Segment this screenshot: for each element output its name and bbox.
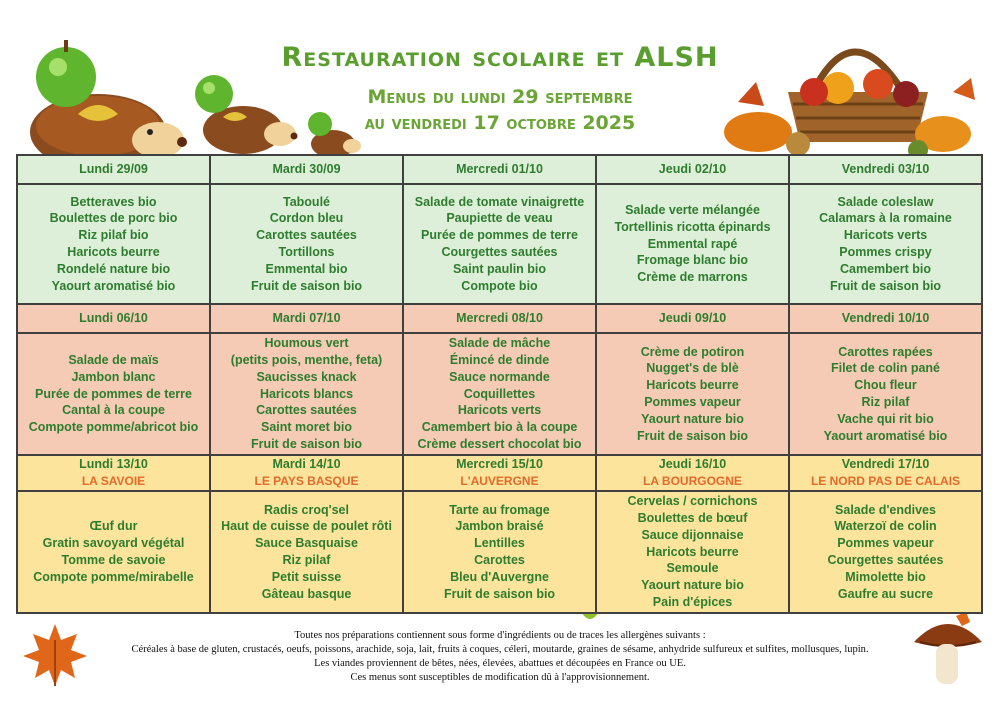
day-header-cell — [17, 155, 210, 184]
menu-item: Calamars à la romaine — [819, 211, 952, 226]
day-header-cell — [403, 155, 596, 184]
menu-item: Compote pomme/abricot bio — [28, 420, 199, 435]
region-label: LA BOURGOGNE — [643, 474, 742, 488]
day-menu-cell — [403, 491, 596, 613]
day-label: Mardi 30/09 — [272, 162, 341, 177]
region-label: LE NORD PAS DE CALAIS — [810, 474, 961, 488]
page-subtitle-line1: Menus du lundi 29 septembre — [367, 86, 633, 108]
page-subtitle-line2: au vendredi 17 octobre 2025 — [364, 112, 636, 134]
day-label: Lundi 13/10 — [79, 457, 148, 472]
menu-item: Salade coleslaw — [837, 194, 934, 209]
menu-item: Houmous vert — [264, 336, 349, 351]
region-label: LA SAVOIE — [81, 474, 146, 488]
menu-item: Salade de mâche — [448, 336, 551, 351]
menu-item: Lentilles — [474, 536, 525, 551]
menu-item: Haricots beurre — [646, 544, 739, 559]
week-menu-row — [17, 333, 982, 455]
menu-table — [16, 154, 983, 614]
menu-item: Fruit de saison bio — [636, 428, 749, 443]
day-label: Jeudi 16/10 — [658, 457, 727, 472]
menu-item: Filet de colin pané — [830, 361, 941, 376]
menu-item: Salade verte mélangée — [625, 203, 760, 217]
day-label: Vendredi 17/10 — [841, 457, 930, 472]
day-menu-cell — [17, 184, 210, 304]
day-label: Mardi 07/10 — [272, 311, 341, 326]
hedgehog-apple-icon — [18, 22, 363, 164]
allergen-list: Céréales à base de gluten, crustacés, oeufs, poissons, arachide, soja, lait, fruits à coques, céleri, moutarde, graines de sésame, anhydride sulfureux et sulfites, mollusques, lupin. — [131, 644, 869, 655]
day-label: Lundi 29/09 — [79, 162, 148, 177]
day-header-cell — [596, 304, 789, 333]
menu-item: Purée de pommes de terre — [34, 386, 192, 401]
day-header-cell — [789, 155, 982, 184]
day-header-cell — [17, 455, 210, 491]
menu-item: Semoule — [666, 561, 719, 576]
menu-item: Mimolette bio — [845, 569, 926, 584]
menu-item: Haricots verts — [843, 228, 928, 243]
day-label: Jeudi 09/10 — [658, 311, 727, 326]
day-header-cell — [403, 304, 596, 333]
menu-item: Salade de tomate vinaigrette — [414, 194, 585, 209]
menu-item: Boulettes de bœuf — [637, 511, 748, 525]
menu-item: Chou fleur — [854, 378, 917, 393]
menu-item: Riz pilaf — [282, 553, 331, 567]
menu-item: Pommes vapeur — [644, 395, 741, 409]
menu-item: Crème dessert chocolat bio — [417, 436, 582, 451]
menu-item: Crème de potiron — [640, 344, 745, 359]
menu-item: Sauce Basquaise — [255, 536, 358, 551]
day-menu-cell — [403, 184, 596, 304]
menu-item: Œuf dur — [89, 519, 138, 534]
day-menu-cell — [789, 333, 982, 455]
menu-item: Purée de pommes de terre — [420, 228, 578, 243]
menu-item: Riz pilaf bio — [78, 228, 149, 243]
day-header-cell — [17, 304, 210, 333]
day-menu-cell — [789, 491, 982, 613]
menu-item: Coquillettes — [463, 386, 536, 401]
menu-item: (petits pois, menthe, feta) — [230, 353, 383, 367]
menu-item: Pommes crispy — [839, 245, 932, 259]
menu-item: Fruit de saison bio — [250, 278, 363, 293]
menu-item: Gratin savoyard végétal — [42, 536, 185, 551]
menu-item: Bleu d'Auvergne — [450, 569, 549, 584]
menu-item: Salade d'endives — [835, 502, 936, 517]
menu-item: Gâteau basque — [261, 586, 352, 601]
day-menu-cell — [210, 491, 403, 613]
day-label: Lundi 06/10 — [79, 311, 148, 326]
menu-item: Camembert bio — [840, 261, 931, 276]
menu-item: Haricots blancs — [259, 386, 354, 401]
day-menu-cell — [596, 333, 789, 455]
menu-item: Crème de marrons — [637, 270, 748, 285]
menu-item: Carottes rapées — [838, 344, 933, 359]
menu-item: Petit suisse — [271, 569, 342, 584]
region-label: L'AUVERGNE — [460, 474, 539, 488]
menu-item: Tomme de savoie — [61, 553, 166, 567]
menu-item: Emmental bio — [265, 261, 348, 276]
menu-item: Betteraves bio — [70, 194, 157, 209]
day-label: Vendredi 03/10 — [841, 162, 930, 177]
day-menu-cell — [403, 333, 596, 455]
menu-item: Cervelas / cornichons — [627, 494, 758, 509]
menu-item: Riz pilaf — [861, 395, 910, 409]
menu-item: Fruit de saison bio — [250, 436, 363, 451]
menu-item: Fruit de saison bio — [829, 278, 942, 293]
menu-item: Boulettes de porc bio — [49, 211, 178, 226]
day-label: Jeudi 02/10 — [658, 162, 727, 177]
menu-item: Pommes vapeur — [837, 536, 934, 551]
day-label: Mardi 14/10 — [272, 457, 341, 472]
menu-item: Cantal à la coupe — [62, 403, 165, 418]
day-header-cell — [210, 155, 403, 184]
menu-item: Sauce dijonnaise — [641, 527, 744, 542]
menu-item: Camembert bio à la coupe — [421, 420, 578, 435]
menu-item: Paupiette de veau — [446, 211, 553, 226]
menu-item: Compote bio — [461, 278, 538, 293]
menu-item: Saucisses knack — [256, 369, 357, 384]
day-header-cell — [210, 455, 403, 491]
day-header-cell — [403, 455, 596, 491]
menu-item: Sauce normande — [449, 369, 550, 384]
menu-item: Carottes — [474, 553, 525, 567]
menu-item: Radis croq'sel — [264, 502, 349, 517]
modification-note: Ces menus sont susceptibles de modification dû à l'approvisionnement. — [350, 672, 650, 683]
day-menu-cell — [596, 491, 789, 613]
page-title: Restauration scolaire et ALSH — [281, 42, 719, 73]
menu-item: Waterzoï de colin — [834, 519, 937, 534]
region-label: LE PAYS BASQUE — [254, 474, 359, 488]
menu-item: Haricots beurre — [646, 378, 739, 393]
menu-item: Taboulé — [283, 194, 330, 209]
menu-item: Courgettes sautées — [827, 553, 944, 567]
week-header-row — [17, 304, 982, 333]
menu-item: Tarte au fromage — [449, 502, 550, 517]
meat-origin-note: Les viandes proviennent de bêtes, nées, élevées, abattues et découpées en France ou UE. — [314, 658, 686, 669]
day-header-cell — [789, 455, 982, 491]
menu-item: Haricots beurre — [67, 245, 160, 259]
menu-item: Fromage blanc bio — [636, 253, 749, 268]
menu-item: Carottes sautées — [256, 403, 357, 418]
menu-item: Saint paulin bio — [452, 261, 547, 276]
week-menu-row — [17, 491, 982, 613]
menu-item: Pain d'épices — [652, 594, 733, 609]
menu-item: Jambon braisé — [455, 519, 544, 534]
menu-item: Tortellinis ricotta épinards — [614, 219, 771, 234]
day-menu-cell — [17, 491, 210, 613]
menu-item: Saint moret bio — [261, 420, 352, 435]
day-header-cell — [596, 155, 789, 184]
day-label: Mercredi 01/10 — [456, 162, 543, 177]
autumn-basket-icon — [718, 22, 980, 157]
menu-item: Jambon blanc — [71, 369, 156, 384]
allergen-intro: Toutes nos préparations contiennent sous forme d'ingrédients ou de traces les allergènes suivants : — [294, 630, 706, 641]
day-label: Mercredi 15/10 — [456, 457, 543, 472]
day-menu-cell — [210, 333, 403, 455]
day-menu-cell — [596, 184, 789, 304]
day-header-cell — [596, 455, 789, 491]
week-menu-row — [17, 184, 982, 304]
menu-item: Yaourt aromatisé bio — [823, 428, 948, 443]
day-menu-cell — [210, 184, 403, 304]
menu-item: Rondelé nature bio — [56, 261, 171, 276]
day-header-cell — [210, 304, 403, 333]
menu-item: Émincé de dinde — [449, 353, 550, 367]
menu-item: Yaourt nature bio — [641, 578, 744, 593]
menu-item: Tortillons — [278, 245, 335, 259]
menu-item: Carottes sautées — [256, 228, 357, 243]
menu-item: Cordon bleu — [269, 211, 344, 226]
menu-item: Emmental rapé — [647, 236, 738, 251]
menu-item: Fruit de saison bio — [443, 586, 556, 601]
menu-item: Yaourt nature bio — [641, 411, 744, 426]
day-menu-cell — [789, 184, 982, 304]
week-header-row — [17, 155, 982, 184]
day-label: Mercredi 08/10 — [456, 311, 543, 326]
menu-item: Compote pomme/mirabelle — [33, 569, 194, 584]
week-header-row — [17, 455, 982, 491]
menu-item: Nugget's de blè — [646, 361, 739, 376]
menu-item: Haut de cuisse de poulet rôti — [221, 519, 392, 534]
day-menu-cell — [17, 333, 210, 455]
menu-item: Gaufre au sucre — [837, 586, 934, 601]
menu-item: Courgettes sautées — [441, 245, 558, 259]
day-header-cell — [789, 304, 982, 333]
day-label: Vendredi 10/10 — [841, 311, 930, 326]
menu-item: Salade de maïs — [68, 353, 159, 367]
menu-item: Haricots verts — [457, 403, 542, 418]
menu-item: Yaourt aromatisé bio — [51, 278, 176, 293]
menu-item: Vache qui rit bio — [837, 411, 934, 426]
